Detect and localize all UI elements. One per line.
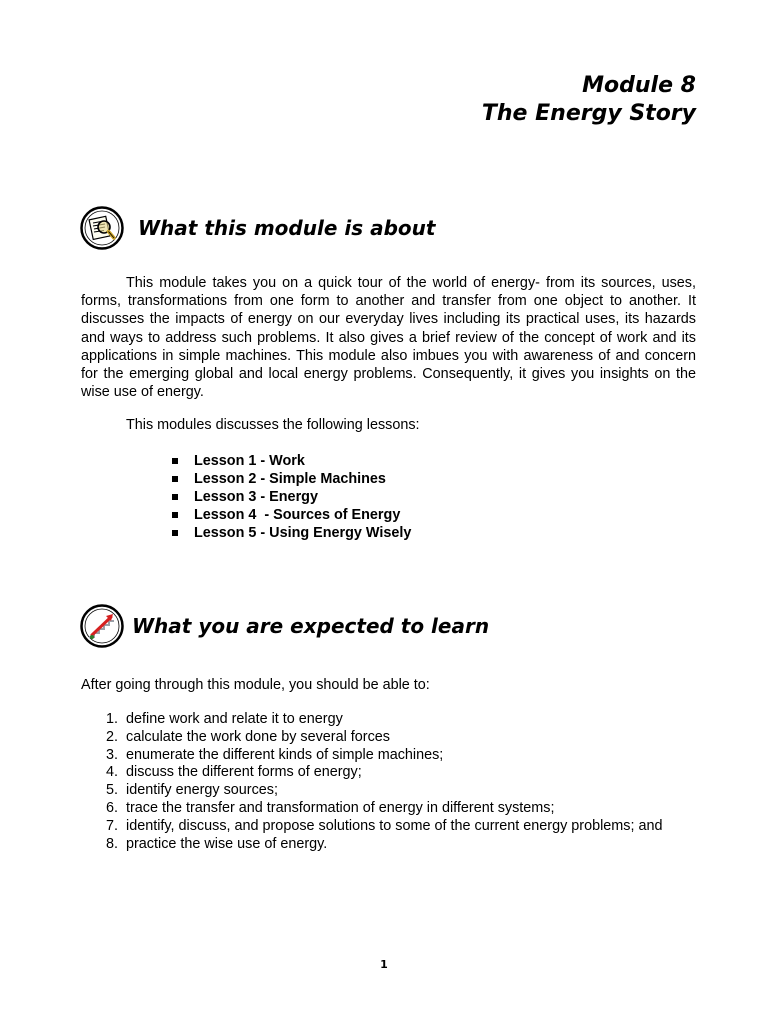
lesson-item: Lesson 1 - Work: [172, 452, 411, 470]
module-description: This module takes you on a quick tour of the world of energy- from its sources, uses, forms, transformations from one form to another and transfer from one object to another. It discusses the impacts of energy on our everyday lives including its practical uses, its hazards and ways to address such problems. It also gives a brief review of the concept of work and its applications in simple machines. This module also imbues you with awareness of and concern for the emerging global and local energy problems. Consequently, it gives you insights on the wise use of energy.: [81, 275, 696, 401]
module-number: Module 8: [582, 73, 696, 98]
objective-item: 3. enumerate the different kinds of simple machines;: [105, 746, 444, 763]
lesson-item: Lesson 4 - Sources of Energy: [172, 506, 411, 524]
lessons-list: [172, 452, 411, 542]
magnifier-document-icon: [80, 206, 124, 250]
objectives-list: [100, 711, 662, 853]
lessons-intro: This modules discusses the following lessons:: [126, 417, 420, 433]
page-number: 1: [380, 958, 388, 971]
section-learn-title: What you are expected to learn: [132, 614, 490, 638]
objective-item: 6. trace the transfer and transformation of energy in different systems;: [105, 799, 555, 816]
bullet-icon: [172, 494, 178, 500]
bullet-icon: [172, 458, 178, 464]
lesson-item: Lesson 2 - Simple Machines: [172, 470, 411, 488]
objective-item: 2. calculate the work done by several forces: [105, 728, 390, 745]
bullet-icon: [172, 530, 178, 536]
module-heading: [482, 72, 696, 128]
objective-item: 4. discuss the different forms of energy;: [105, 764, 362, 781]
module-title: The Energy Story: [481, 101, 696, 126]
section-about-title: What this module is about: [138, 216, 436, 240]
objective-item: 8. practice the wise use of energy.: [105, 835, 328, 852]
objective-item: 5. identify energy sources;: [105, 782, 278, 799]
section-learn-heading: [80, 604, 489, 648]
objective-item: 1. define work and relate it to energy: [105, 711, 343, 727]
objective-item: 7. identify, discuss, and propose solutions to some of the current energy problems; and: [105, 817, 663, 834]
objectives-intro: After going through this module, you should be able to:: [81, 677, 430, 693]
bullet-icon: [172, 476, 178, 482]
section-about-heading: [80, 206, 435, 250]
lesson-item: Lesson 5 - Using Energy Wisely: [172, 524, 411, 542]
stairs-arrow-icon: [80, 604, 124, 648]
lesson-item: Lesson 3 - Energy: [172, 488, 411, 506]
bullet-icon: [172, 512, 178, 518]
